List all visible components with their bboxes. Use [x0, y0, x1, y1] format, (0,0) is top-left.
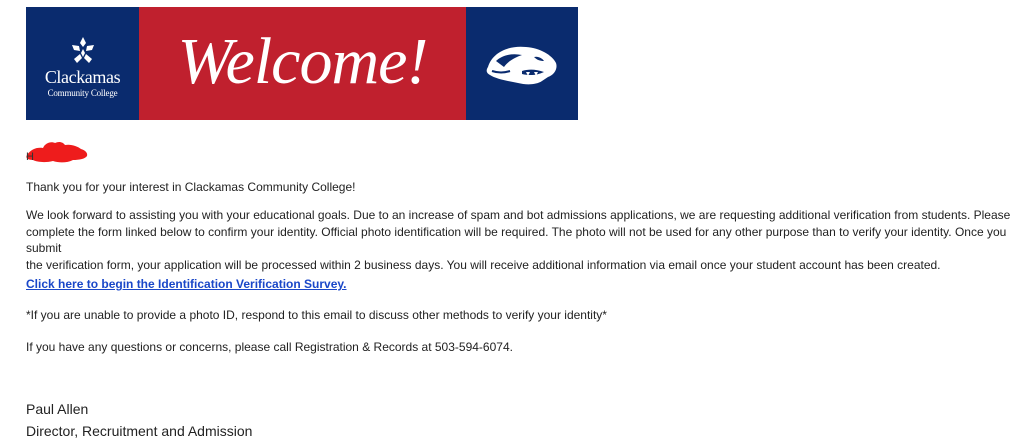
redaction-scribble — [25, 139, 89, 165]
star-logo-icon — [70, 37, 96, 67]
college-subtitle: Community College — [47, 88, 118, 98]
welcome-banner — [26, 7, 578, 120]
welcome-headline: Welcome! — [177, 24, 428, 98]
body-line: the verification form, your application will be processed within 2 business days. You will receive additional information via email once your student account has been created. — [26, 257, 941, 272]
photo-id-note: *If you are unable to provide a photo ID, respond to this email to discuss other methods to verify your identity* — [26, 308, 607, 322]
greeting-initial: H — [26, 151, 34, 163]
body-line: We look forward to assisting you with your educational goals. Due to an increase of spam and bot admissions applications, we are requesting additional verification from students. Please — [26, 208, 1011, 222]
college-name: Clackamas — [44, 67, 121, 87]
verification-survey-link[interactable]: Click here to begin the Identification Verification Survey. — [26, 277, 347, 291]
college-logo — [26, 7, 139, 120]
mascot-panel — [466, 7, 578, 120]
cougar-mascot-icon — [482, 41, 562, 89]
body-line: complete the form linked below to confirm your identity. Official photo identification will be required. The photo will not be used for any other purpose than to verify your identity. Once you submit — [26, 224, 1007, 255]
thank-you-text: Thank you for your interest in Clackamas Community College! — [26, 180, 356, 194]
signature-name: Paul Allen — [26, 401, 89, 417]
questions-text: If you have any questions or concerns, please call Registration & Records at 503-594-6074. — [26, 340, 513, 354]
welcome-panel — [139, 7, 466, 120]
signature-title: Director, Recruitment and Admission — [26, 423, 253, 439]
body-paragraph — [26, 207, 1016, 273]
